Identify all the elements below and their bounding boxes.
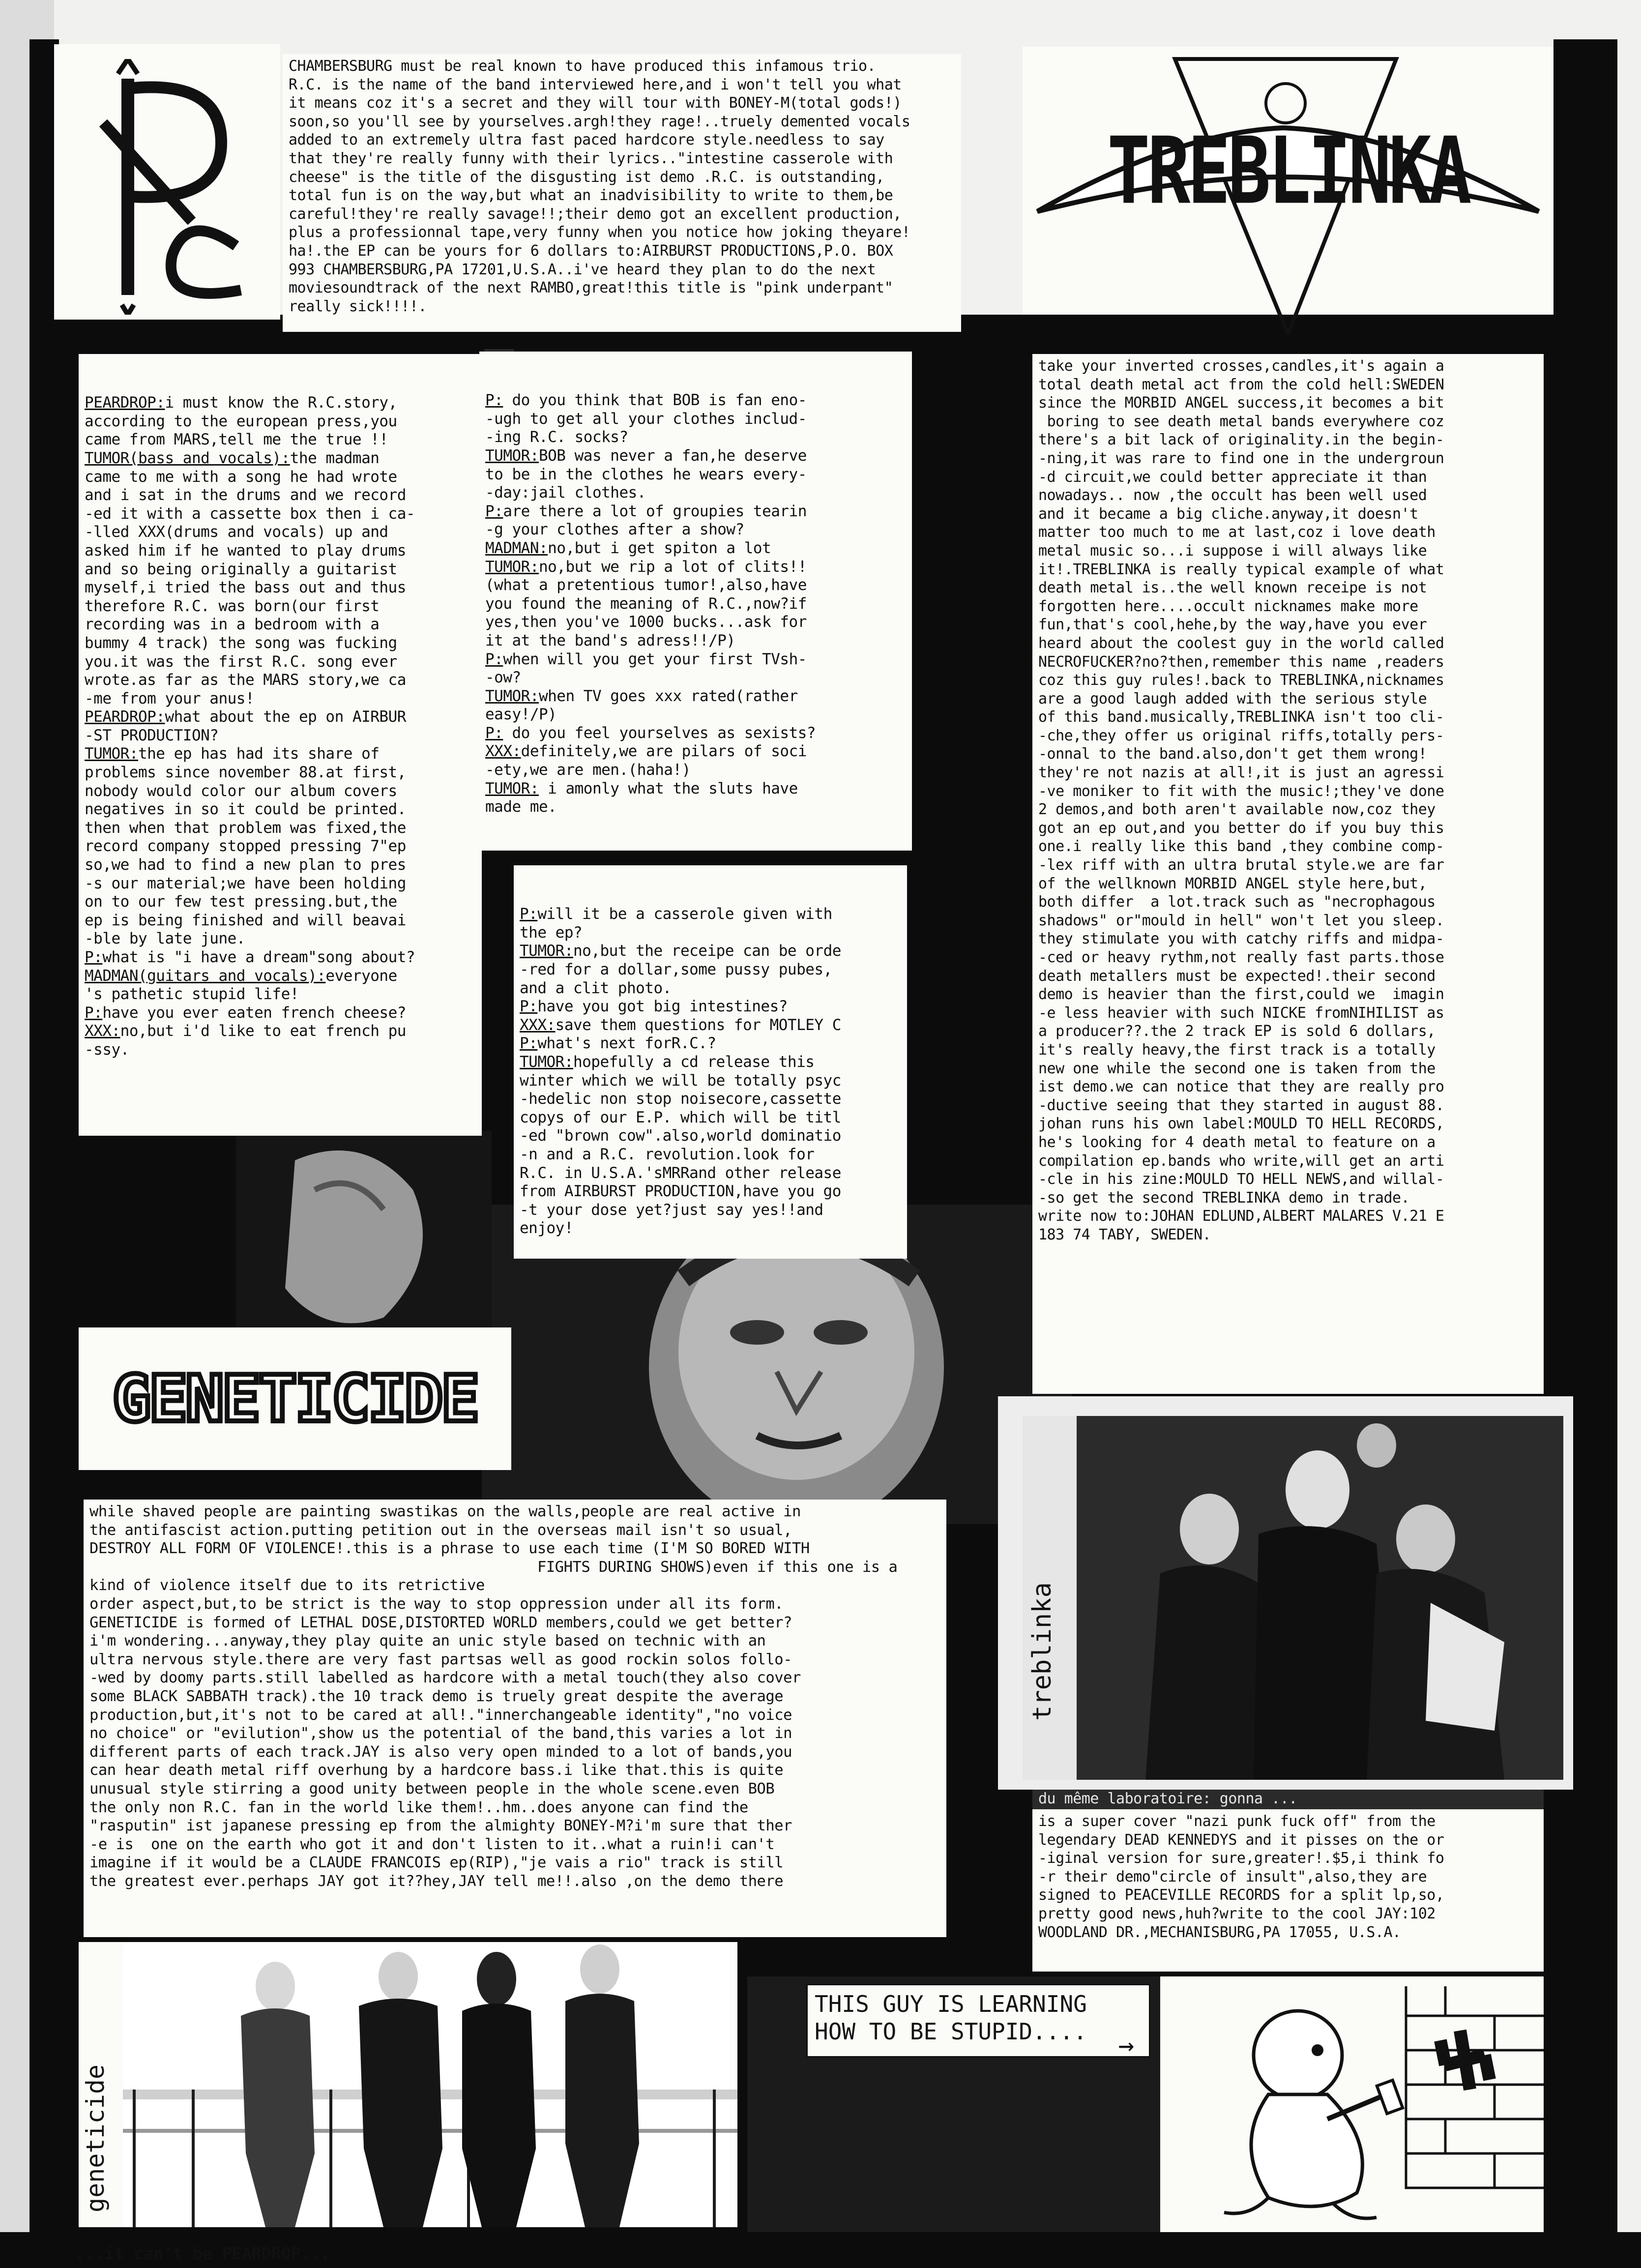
geneticide-logo [84,1337,506,1460]
speaker-text: the ep has had its share of problems since november 88.at first, nobody would color our album covers negatives in so it could be printed. then when that problem was fixed,the record company stopped pressing 7"ep so,we had to find a new plan to pres -s our material;we have been holding on to our few test pressing.but,the ep is being finished and will beavai -ble by late june. [85,745,406,948]
speaker-label: TUMOR: [485,446,539,465]
speaker-text: have you ever eaten french cheese? [102,1003,406,1022]
interview-entry [85,449,476,708]
speaker-text: BOB was never a fan,he deserve to be in the clothes he wears every- -day:jail clothes. [485,446,807,502]
interview-entry [520,942,901,998]
speaker-text: are there a lot of groupies tearin -g your clothes after a show? [485,502,807,539]
speaker-label: PEARDROP: [85,708,165,726]
interview-entry [485,650,906,687]
speaker-text: do you feel yourselves as sexists? [503,724,816,742]
speaker-label: TUMOR: [485,779,539,797]
collage-hand-photo [236,1131,492,1337]
speaker-label: TUMOR(bass and vocals): [85,449,290,467]
speaker-label: TUMOR: [520,942,573,960]
interview-entry [485,391,906,447]
geneticide-photo-label: geneticide [81,2064,110,2212]
speaker-text: what's next forR.C.? [537,1034,716,1053]
speaker-text: i must know the R.C.story, according to the european press,you came from MARS,tell me the true !! [85,394,397,449]
speaker-text: what is "i have a dream"song about? [102,948,415,966]
interview-entry [520,1034,901,1053]
rc-article: CHAMBERSBURG must be real known to have produced this infamous trio. R.C. is the name of the band interviewed here,and i won't tell you what it means coz it's a secret and they will tour with BONEY-M(total gods!) soon,so you'll see by yourselves.argh!they rage!..truely demented vocals added to an extremely ultra fast paced hardcore style.needless to say that they're really funny with their lyrics.."intestine casserole with cheese" is the title of the disgusting ist demo .R.C. is outstanding, total fun is on the way,but what an inadvisibility to write to them,be careful!they're really savage!!;their demo got an excellent production, plus a professionnal tape,very funny when you notice how joking theyare! ha!.the EP can be yours for 6 dollars to:AIRBURST PRODUCTIONS,P.O. BOX 993 CHAMBERSBURG,PA 17201,U.S.A..i've heard they plan to do the next moviesoundtrack of the next RAMBO,great!this title is "pink underpant" really sick!!!!. [283,54,961,332]
speaker-text: save them questions for MOTLEY C [555,1016,841,1034]
speaker-text: i amonly what the sluts have made me. [485,779,798,816]
left-black-strip [29,39,59,2237]
stupid-caption-text: THIS GUY IS LEARNING HOW TO BE STUPID.... [815,1991,1087,2045]
interview-col1 [79,354,482,1136]
speaker-label: TUMOR: [485,558,539,576]
arrow-right-icon: → [1118,2030,1134,2061]
speaker-text: no,but we rip a lot of clits!! (what a pretentious tumor!,also,have you found the meaning of R.C.,now?if yes,then you've 1000 bucks...ask for it at the band's adress!!/P) [485,558,807,649]
interview-entry [85,394,476,449]
speaker-label: PEARDROP: [85,394,165,412]
interview-entry [85,1004,476,1023]
geneticide-logo-text: GENETICIDE [112,1361,478,1436]
swastika-cartoon-drawing [1170,1981,1544,2227]
interview-col3 [514,865,907,1259]
speaker-text: no,but i'd like to eat french pu -ssy. [85,1022,406,1059]
interview-entry [520,998,901,1016]
speaker-label: P: [85,1003,103,1022]
treblinka-band-photo [1023,1416,1563,1780]
speaker-label: TUMOR: [520,1053,573,1071]
speaker-label: P: [485,724,503,742]
treblinka-article: take your inverted crosses,candles,it's again a total death metal act from the cold hell:SWEDEN since the MORBID ANGEL success,it becomes a bit boring to see death metal bands everywhere coz there's a bit lack of originality.in the begin- -ning,it was rare to find one in the undergroun -d circuit,we could better appreciate it than nowadays.. now ,the occult has been well used and it became a big cliche.anyway,it doesn't matter too much to me at last,coz i love death metal music so...i suppose i will always like it!.TREBLINKA is really typical example of what death metal is..the well known receipe is not forgotten here....occult nicknames make more fun,that's cool,hehe,by the way,have you ever heard about the coolest guy in the world called NECROFUCKER?no?then,remember this name ,readers coz this guy rules!.back to TREBLINKA,nicknames are a good laugh added with the serious style of this band.musically,TREBLINKA isn't too cli- -che,they offer us original riffs,totally pers- -onnal to the band.also,don't get them wrong! they're not nazis at all!,it is just an agressi -ve moniker to fit with the music!;they've done 2 demos,and both aren't available now,coz they got an ep out,and you better do if you buy this one.i really like this band ,they combine comp- -lex riff with an ultra brutal style.we are far of the wellknown MORBID ANGEL style here,but, both differ a lot.track such as "necrophagous shadows" or"mould in hell" won't let you sleep. they stimulate you with catchy riffs and midpa- -ced or heavy rythm,not really fast parts.those death metallers must be expected!.their second demo is heavier than the first,could we imagin -e less heavier with such NICKE fromNIHILIST as a producer??.the 2 track EP is sold 6 dollars, it's really heavy,the first track is a totally new one while the second one is taken from the ist demo.we can notice that they are really pro -ductive seeing that they started in august 88. johan runs his own label:MOULD TO HELL RECORDS, he's looking for 4 death metal to feature on a compilation ep.bands who write,will get an arti -cle in his zine:MOULD TO HELL NEWS,and willal- -so get the second TREBLINKA demo in trade. write now to:JOHAN EDLUND,ALBERT MALARES V.21 E 183 74 TABY, SWEDEN. [1032,354,1544,1394]
interview-entry [85,967,476,1004]
treblinka-logo-text: TREBLINKA [1107,117,1469,225]
speaker-text: when TV goes xxx rated(rather easy!/P) [485,687,798,724]
stupid-caption [806,1984,1150,2061]
speaker-text: hopefully a cd release this winter which we will be totally psyc -hedelic non stop noisecore,cassette copys of our E.P. which will be titl -ed "brown cow".also,world dominatio -n and a R.C. revolution.look for R.C. in U.S.A.'sMRRand other release from AIRBURST PRODUCTION,have you go -t your dose yet?just say yes!!and enjoy! [520,1053,841,1237]
geneticide-article: while shaved people are painting swastikas on the walls,people are real active in the antifascist action.putting petition out in the overseas mail isn't so usual, DESTROY ALL FORM OF VIOLENCE!.this is a phrase to use each time (I'M SO BORED WITH FIGHTS DURING SHOWS)even if this one is a kind of violence itself due to its retrictive order aspect,but,to be strict is the way to stop oppression under all its form. GENETICIDE is formed of LETHAL DOSE,DISTORTED WORLD members,could we get better? i'm wondering...anyway,they play quite an unic style based on technic with an ultra nervous style.there are very fast partsas well as good rockin solos follo- -wed by doomy parts.still labelled as hardcore with a metal touch(they also cover some BLACK SABBATH track).the 10 track demo is truely great despite the average production,but,it's not to be cared at all!."innerchangeable identity","no voice no choice" or "evilution",show us the potential of the band,this varies a lot in different parts of each track.JAY is also very open minded to a lot of bands,you can hear death metal riff overhung by a hardcore bass.i like that.this is quite unusual style stirring a good unity between people in the whole scene.even BOB the only non R.C. fan in the world like them!..hm..does anyone can find the "rasputin" ist japanese pressing ep from the almighty BONEY-M?i'm sure that ther -e is one on the earth who got it and don't listen to it..what a ruin!i can't imagine if it would be a CLAUDE FRANCOIS ep(RIP),"je vais a rio" track is still the greatest ever.perhaps JAY got it??hey,JAY tell me!!.also ,on the demo there [84,1500,946,1937]
interview-col2 [479,352,912,851]
speaker-label: P: [485,391,503,410]
speaker-label: XXX: [85,1022,120,1040]
speaker-text: no,but i get spiton a lot [548,539,771,557]
interview-entry [85,948,476,967]
interview-entry [485,539,906,558]
interview-entry [485,724,906,743]
interview-entry [85,1022,476,1059]
interview-entry [485,447,906,502]
interview-entry [485,502,906,539]
interview-entry [485,780,906,817]
interview-entry [520,1016,901,1035]
speaker-text: definitely,we are pilars of soci -ety,we are men.(haha!) [485,742,807,779]
geneticide-band-photo [123,1942,737,2227]
interview-entry [520,905,901,942]
speaker-label: TUMOR: [85,745,138,763]
speaker-label: P: [520,1034,538,1053]
interview-entry [485,742,906,779]
speaker-label: P: [485,502,503,520]
interview-entry [520,1053,901,1238]
interview-entry [485,558,906,650]
rc-logo [74,59,270,315]
speaker-label: TUMOR: [485,687,539,705]
speaker-label: P: [520,905,538,923]
speaker-text: have you got big intestines? [537,998,788,1016]
treblinka-photo-label: treblinka [1027,1582,1057,1721]
speaker-text: when will you get your first TVsh- -ow? [485,650,807,687]
speaker-text: do you think that BOB is fan eno- -ugh to get all your clothes includ- -ing R.C. socks? [485,391,807,446]
treblinka-logo [1027,49,1549,334]
speaker-label: XXX: [485,742,521,761]
treblinka-clip-text: du même laboratoire: gonna ... [1032,1790,1544,1809]
speaker-label: P: [485,650,503,668]
interview-entry [485,687,906,724]
speaker-text: everyone 's pathetic stupid life! [85,967,397,1003]
interview-entry [85,745,476,948]
interview-entry [85,708,476,745]
speaker-text: will it be a casserole given with the ep? [520,905,832,942]
geneticide-article-continuation: is a super cover "nazi punk fuck off" from the legendary DEAD KENNEDYS and it pisses on the or -iginal version for sure,greater!.$5,i think fo -r their demo"circle of insult",also,they are signed to PEACEVILLE RECORDS for a split lp,so, pretty good news,huh?write to the cool JAY:102 WOODLAND DR.,MECHANISBURG,PA 17055, U.S.A. [1032,1809,1544,1972]
speaker-label: MADMAN(guitars and vocals): [85,967,326,985]
speaker-label: XXX: [520,1016,556,1034]
speaker-label: P: [520,998,538,1016]
speaker-label: MADMAN: [485,539,548,557]
speaker-text: no,but the receipe can be orde -red for a dollar,some pussy pubes, and a clit photo. [520,942,841,997]
speaker-text: the madman came to me with a song he had wrote and i sat in the drums and we record -ed it with a cassette box then i ca- -lled XXX(drums and vocals) up and asked him if he wanted to play drums and so being originally a guitarist myself,i tried the bass out and thus therefore R.C. was born(our first recording was in a bedroom with a bummy 4 track) the song was fucking you.it was the first R.C. song ever wrote.as far as the MARS story,we ca -me from your anus! [85,449,415,707]
speaker-text: what about the ep on AIRBUR -ST PRODUCTION? [85,708,406,744]
speaker-label: P: [85,948,103,966]
footer-cut-text: ...it can't be PEARDROP... [75,2244,330,2264]
